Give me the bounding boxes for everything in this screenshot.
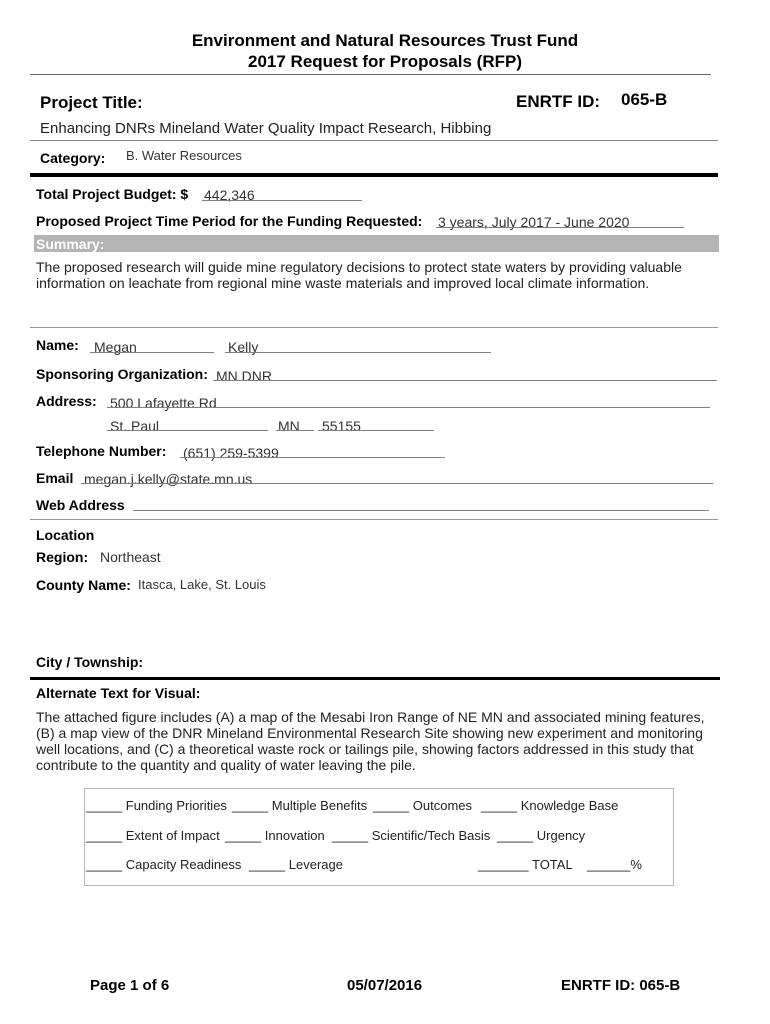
footer-page-number: Page 1 of 6	[90, 977, 170, 994]
summary-divider	[30, 327, 718, 328]
score-percent: ______%	[587, 857, 642, 872]
email-label: Email	[36, 470, 74, 486]
region-value: Northeast	[100, 549, 161, 565]
organization-underline	[213, 380, 717, 381]
address-state-value: MN	[278, 418, 300, 434]
telephone-underline	[180, 457, 445, 458]
city-township-label: City / Township:	[36, 654, 144, 670]
document-header-line2: 2017 Request for Proposals (RFP)	[248, 52, 522, 71]
enrtf-id-value: 065-B	[621, 90, 668, 109]
organization-label: Sponsoring Organization:	[36, 366, 208, 382]
summary-bar	[34, 235, 719, 252]
score-extent-of-impact: _____ Extent of Impact	[86, 828, 220, 843]
alt-text-body: The attached figure includes (A) a map of the Mesabi Iron Range of NE MN and associated mining features, (B) a map view of the DNR Mineland Environmental Research Site showing new experiment and monitoring well locations, and (C) a theoretical waste rock or tailings pile, showing factors addressed in this study that contribute to the quantity and quality of water leaving the pile.	[36, 709, 705, 773]
score-capacity-readiness: _____ Capacity Readiness	[86, 857, 242, 872]
address-street-value: 500 Lafayette Rd	[110, 395, 217, 411]
contact-divider	[30, 519, 718, 520]
name-label: Name:	[36, 337, 79, 353]
title-divider	[30, 140, 718, 141]
total-budget-label: Total Project Budget: $	[36, 186, 189, 202]
email-value: megan.j.kelly@state.mn.us	[84, 471, 253, 487]
address-state-underline	[276, 430, 314, 431]
score-multiple-benefits: _____ Multiple Benefits	[232, 798, 368, 813]
location-heading: Location	[36, 527, 95, 543]
time-period-underline	[436, 227, 684, 228]
total-budget-value: 442,346	[204, 187, 255, 203]
score-knowledge-base: _____ Knowledge Base	[481, 798, 619, 813]
region-label: Region:	[36, 549, 89, 565]
document-header-line1: Environment and Natural Resources Trust Fund	[191, 31, 579, 50]
category-divider	[30, 173, 718, 177]
score-leverage: _____ Leverage	[249, 857, 343, 872]
time-period-value: 3 years, July 2017 - June 2020	[438, 214, 630, 230]
address-zip-value: 55155	[322, 418, 361, 434]
score-outcomes: _____ Outcomes	[373, 798, 473, 813]
summary-label: Summary:	[36, 236, 105, 252]
score-innovation: _____ Innovation	[225, 828, 325, 843]
email-underline	[81, 483, 713, 484]
score-total: _______ TOTAL	[478, 857, 573, 872]
address-city-underline	[107, 430, 268, 431]
address-street-underline	[107, 407, 710, 408]
organization-value: MN DNR	[216, 368, 272, 384]
category-value: B. Water Resources	[126, 148, 242, 163]
score-scientific-tech-basis: _____ Scientific/Tech Basis	[332, 828, 491, 843]
total-budget-underline	[202, 200, 362, 201]
address-city-value: St. Paul	[110, 418, 160, 434]
address-label: Address:	[36, 393, 97, 409]
footer-enrtf-id: ENRTF ID: 065-B	[561, 977, 681, 994]
web-address-underline	[133, 510, 709, 511]
first-name-value: Megan	[94, 339, 137, 355]
telephone-label: Telephone Number:	[36, 443, 167, 459]
category-label: Category:	[40, 150, 106, 166]
time-period-label: Proposed Project Time Period for the Funding Requested:	[36, 213, 423, 229]
alt-text-label: Alternate Text for Visual:	[36, 685, 201, 701]
score-urgency: _____ Urgency	[497, 828, 586, 843]
county-label: County Name:	[36, 577, 131, 593]
first-name-underline	[90, 352, 214, 353]
enrtf-id-label: ENRTF ID:	[516, 92, 601, 111]
project-title-value: Enhancing DNRs Mineland Water Quality Impact Research, Hibbing	[40, 120, 492, 137]
address-zip-underline	[318, 430, 434, 431]
project-title-label: Project Title:	[40, 93, 143, 112]
header-divider	[30, 74, 711, 75]
last-name-value: Kelly	[228, 339, 259, 355]
last-name-underline	[225, 352, 491, 353]
location-divider	[30, 677, 720, 680]
county-value: Itasca, Lake, St. Louis	[138, 577, 266, 592]
score-funding-priorities: _____ Funding Priorities	[86, 798, 227, 813]
telephone-value: (651) 259-5399	[183, 445, 279, 461]
summary-text: The proposed research will guide mine regulatory decisions to protect state waters by providing valuable information on leachate from regional mine waste materials and improved local climate information.	[36, 259, 682, 291]
footer-date: 05/07/2016	[347, 977, 423, 994]
web-address-label: Web Address	[36, 497, 125, 513]
